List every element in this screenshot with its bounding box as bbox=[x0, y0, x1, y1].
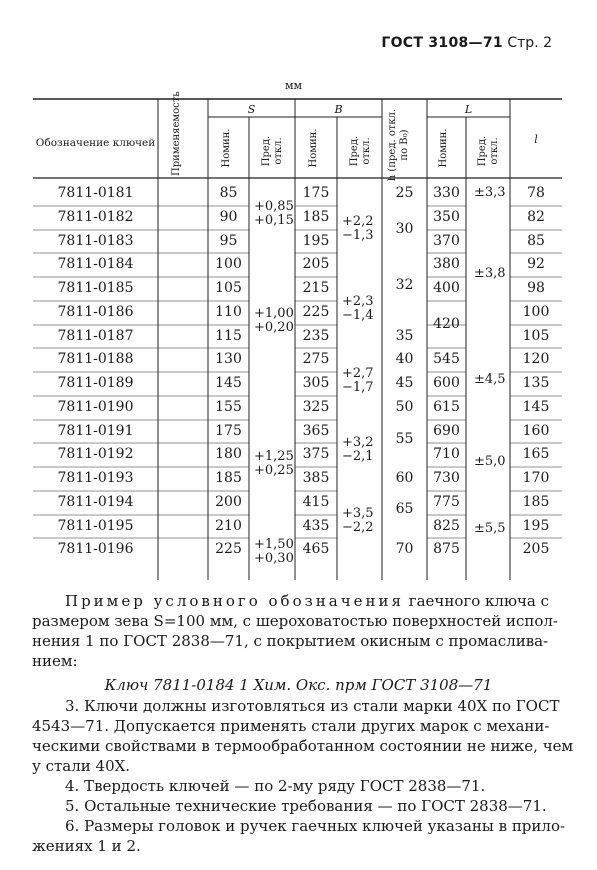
row-l: 195 bbox=[522, 518, 550, 534]
h-merged-32: 32 bbox=[395, 277, 414, 293]
row-designation: 7811-0191 bbox=[57, 423, 134, 439]
row-designation: 7811-0186 bbox=[57, 304, 134, 320]
clause-3-line-3: ческими свойствами в термообработанном состоянии не ниже, чем bbox=[32, 737, 574, 755]
example-line-2: размером зева S=100 мм, с шероховатостью поверхностей испол- bbox=[32, 612, 558, 630]
designation-example: Ключ 7811-0184 1 Хим. Окс. прм ГОСТ 3108—71 bbox=[104, 676, 493, 694]
col-header-L: L bbox=[464, 103, 473, 116]
L-tolerance-55: ±5,5 bbox=[474, 521, 506, 536]
row-designation: 7811-0181 bbox=[57, 185, 134, 201]
L-merged-420: 420 bbox=[433, 316, 460, 332]
row-designation: 7811-0189 bbox=[57, 375, 134, 391]
row-l: 100 bbox=[522, 304, 550, 320]
L-tolerance-45: ±4,5 bbox=[474, 372, 506, 387]
row-S-nominal: 90 bbox=[219, 209, 238, 225]
col-header-B: B bbox=[334, 103, 343, 116]
row-S-nominal: 180 bbox=[215, 446, 242, 462]
col-header-S-nominal: Номин. bbox=[221, 128, 232, 168]
col-header-S: S bbox=[247, 103, 256, 116]
row-L-nominal: 825 bbox=[433, 518, 460, 534]
row-S-nominal: 85 bbox=[219, 185, 238, 201]
row-l: 85 bbox=[527, 233, 545, 249]
row-designation: 7811-0182 bbox=[57, 209, 134, 225]
row-B-nominal: 215 bbox=[302, 280, 330, 296]
row-L-nominal: 710 bbox=[433, 446, 460, 462]
unit-label: мм bbox=[285, 79, 303, 92]
page-number: Стр. 2 bbox=[507, 35, 552, 51]
B-tolerance-group-5: +3,5 −2,2 bbox=[342, 506, 374, 535]
col-header-B-deviation: Пред. откл. bbox=[349, 135, 372, 167]
row-B-nominal: 205 bbox=[302, 256, 330, 272]
row-designation: 7811-0196 bbox=[57, 541, 134, 557]
row-S-nominal: 200 bbox=[215, 494, 242, 510]
row-h: 40 bbox=[395, 351, 414, 367]
row-B-nominal: 195 bbox=[302, 233, 330, 249]
row-S-nominal: 95 bbox=[219, 233, 238, 249]
row-l: 78 bbox=[527, 185, 545, 201]
example-line-3: нения 1 по ГОСТ 2838—71, с покрытием окисным с промасливa- bbox=[32, 632, 549, 650]
row-L-nominal: 330 bbox=[433, 185, 460, 201]
row-l: 135 bbox=[522, 375, 550, 391]
clause-6-line-2: жениях 1 и 2. bbox=[32, 837, 141, 855]
clause-4: 4. Твердость ключей — по 2-му ряду ГОСТ 2838—71. bbox=[65, 777, 486, 795]
row-designation: 7811-0195 bbox=[57, 518, 134, 534]
row-l: 160 bbox=[522, 423, 550, 439]
row-designation: 7811-0183 bbox=[57, 233, 134, 249]
row-designation: 7811-0184 bbox=[57, 256, 134, 272]
B-tolerance-group-3: +2,7 −1,7 bbox=[342, 366, 374, 395]
col-header-designation: Обозначение ключей bbox=[35, 137, 156, 149]
row-L-nominal: 370 bbox=[433, 233, 460, 249]
row-S-nominal: 105 bbox=[215, 280, 242, 296]
h-merged-30: 30 bbox=[395, 221, 414, 237]
h-merged-55: 55 bbox=[395, 431, 414, 447]
row-L-tolerance: ±3,3 bbox=[474, 185, 506, 200]
row-S-nominal: 100 bbox=[215, 256, 242, 272]
row-B-nominal: 365 bbox=[302, 423, 330, 439]
row-B-nominal: 275 bbox=[302, 351, 330, 367]
row-designation: 7811-0194 bbox=[57, 494, 134, 510]
col-header-S-deviation: Пред. откл. bbox=[261, 135, 284, 167]
row-h: 60 bbox=[395, 470, 414, 486]
row-B-nominal: 375 bbox=[302, 446, 330, 462]
row-S-nominal: 130 bbox=[215, 351, 242, 367]
row-L-nominal: 350 bbox=[433, 209, 460, 225]
row-S-nominal: 185 bbox=[215, 470, 242, 486]
row-h: 50 bbox=[395, 399, 414, 415]
row-B-nominal: 185 bbox=[302, 209, 330, 225]
row-S-nominal: 175 bbox=[215, 423, 242, 439]
row-S-nominal: 155 bbox=[215, 399, 242, 415]
example-line-1: Пример условного обозначения гаечного ключа с bbox=[65, 592, 550, 610]
row-designation: 7811-0188 bbox=[57, 351, 134, 367]
row-B-nominal: 435 bbox=[302, 518, 330, 534]
row-l: 98 bbox=[527, 280, 545, 296]
row-l: 205 bbox=[522, 541, 550, 557]
row-designation: 7811-0193 bbox=[57, 470, 134, 486]
col-header-l: l bbox=[534, 133, 538, 146]
row-B-nominal: 175 bbox=[302, 185, 330, 201]
h-merged-65: 65 bbox=[395, 501, 414, 517]
row-L-nominal: 380 bbox=[433, 256, 460, 272]
S-tolerance-group-3: +1,25 +0,25 bbox=[254, 449, 294, 478]
clause-3-line-2: 4543—71. Допускается применять стали других марок с механи- bbox=[32, 717, 550, 735]
clause-6-line-1: 6. Размеры головок и ручек гаечных ключей указаны в прило- bbox=[65, 817, 566, 835]
row-L-nominal: 730 bbox=[433, 470, 460, 486]
row-l: 170 bbox=[522, 470, 550, 486]
B-tolerance-group-2: +2,3 −1,4 bbox=[342, 294, 374, 323]
row-l: 105 bbox=[522, 328, 550, 344]
row-B-nominal: 305 bbox=[302, 375, 330, 391]
row-h: 35 bbox=[395, 328, 414, 344]
row-L-nominal: 400 bbox=[433, 280, 460, 296]
L-tolerance-38: ±3,8 bbox=[474, 266, 506, 281]
standard-number: ГОСТ 3108—71 bbox=[381, 35, 503, 51]
row-L-nominal: 775 bbox=[433, 494, 460, 510]
row-designation: 7811-0185 bbox=[57, 280, 134, 296]
row-B-nominal: 385 bbox=[302, 470, 330, 486]
row-l: 120 bbox=[522, 351, 550, 367]
L-tolerance-50: ±5,0 bbox=[474, 454, 506, 469]
row-l: 145 bbox=[522, 399, 550, 415]
row-L-nominal: 600 bbox=[433, 375, 460, 391]
S-tolerance-group-4: +1,50 +0,30 bbox=[254, 537, 294, 566]
row-l: 82 bbox=[527, 209, 545, 225]
col-header-L-deviation: Пред. откл. bbox=[477, 135, 500, 167]
row-h: 70 bbox=[395, 541, 414, 557]
row-S-nominal: 225 bbox=[215, 541, 242, 557]
col-header-h: h (пред. откл. по B₀) bbox=[387, 108, 410, 182]
row-designation: 7811-0187 bbox=[57, 328, 134, 344]
row-L-nominal: 690 bbox=[433, 423, 460, 439]
clause-3-line-4: у стали 40Х. bbox=[32, 757, 131, 775]
col-header-L-nominal: Номин. bbox=[438, 128, 449, 168]
row-l: 92 bbox=[527, 256, 545, 272]
clause-5: 5. Остальные технические требования — по ГОСТ 2838—71. bbox=[65, 797, 547, 815]
row-S-nominal: 210 bbox=[215, 518, 242, 534]
row-S-nominal: 145 bbox=[215, 375, 242, 391]
row-B-nominal: 415 bbox=[302, 494, 330, 510]
S-tolerance-group-2: +1,00 +0,20 bbox=[254, 306, 294, 335]
row-B-nominal: 225 bbox=[302, 304, 330, 320]
row-l: 185 bbox=[522, 494, 550, 510]
S-tolerance-group-1: +0,85 +0,15 bbox=[254, 199, 294, 228]
row-h: 45 bbox=[395, 375, 414, 391]
col-header-application: Применяемость bbox=[171, 91, 182, 176]
row-l: 165 bbox=[522, 446, 550, 462]
row-L-nominal: 875 bbox=[433, 541, 460, 557]
row-designation: 7811-0192 bbox=[57, 446, 134, 462]
row-L-nominal: 545 bbox=[433, 351, 460, 367]
row-h: 25 bbox=[395, 185, 414, 201]
B-tolerance-group-4: +3,2 −2,1 bbox=[342, 435, 374, 464]
col-header-B-nominal: Номин. bbox=[308, 128, 319, 168]
B-tolerance-group-1: +2,2 −1,3 bbox=[342, 214, 374, 243]
row-S-nominal: 115 bbox=[215, 328, 242, 344]
clause-3-line-1: 3. Ключи должны изготовляться из стали марки 40Х по ГОСТ bbox=[65, 697, 560, 715]
row-B-nominal: 235 bbox=[302, 328, 330, 344]
row-B-nominal: 465 bbox=[302, 541, 330, 557]
example-line-4: нием: bbox=[32, 652, 78, 670]
row-designation: 7811-0190 bbox=[57, 399, 134, 415]
row-S-nominal: 110 bbox=[215, 304, 242, 320]
row-B-nominal: 325 bbox=[302, 399, 330, 415]
row-L-nominal: 615 bbox=[433, 399, 460, 415]
